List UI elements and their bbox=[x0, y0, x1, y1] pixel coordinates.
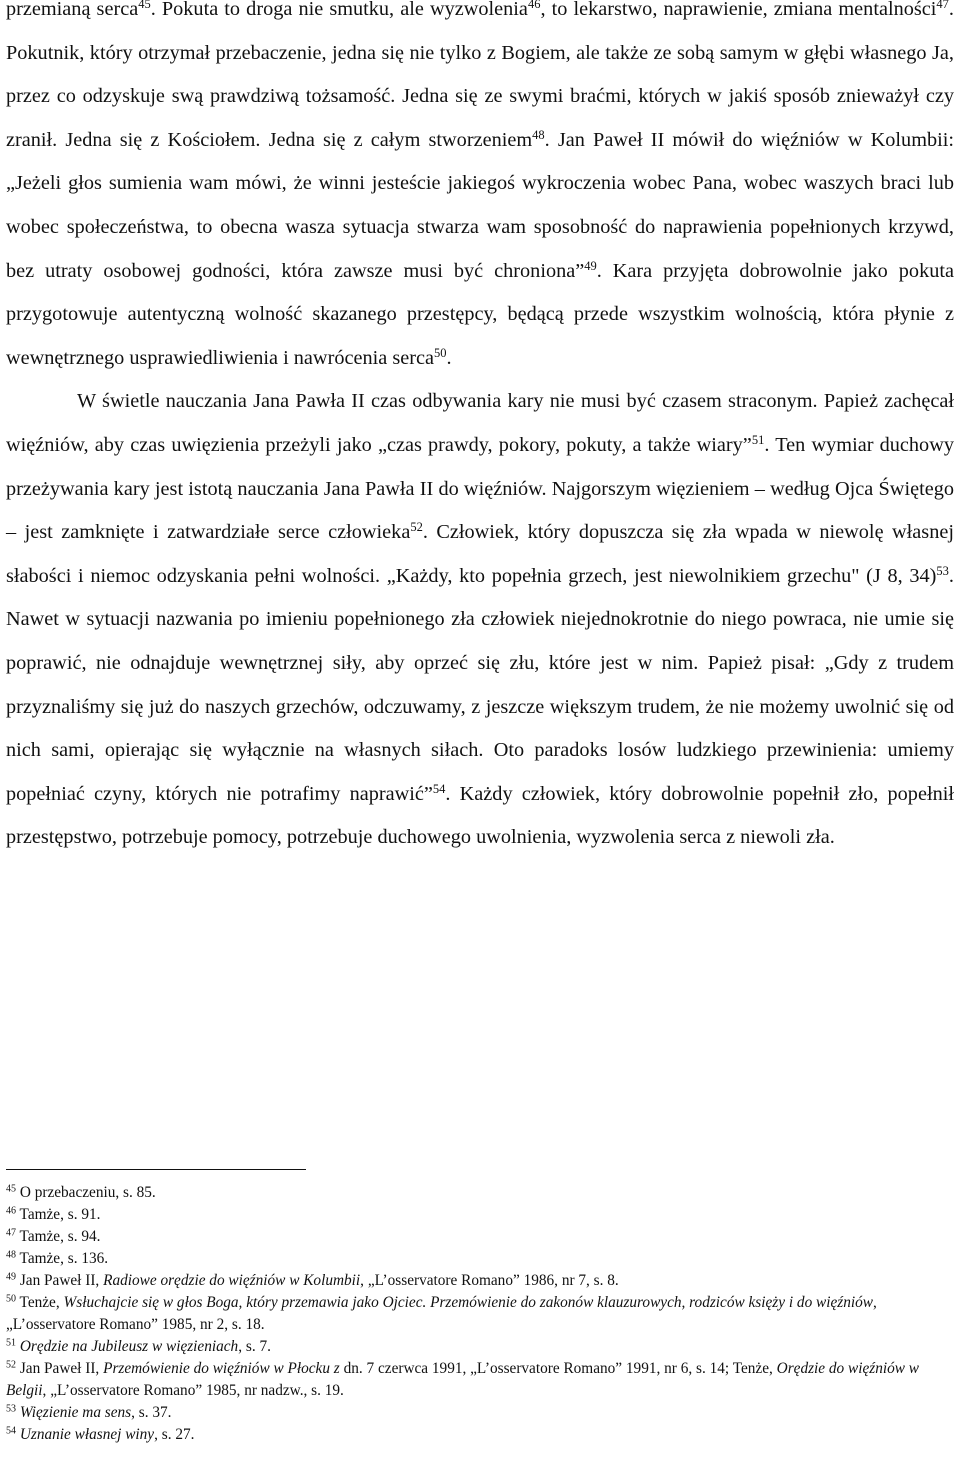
footnote-text: Jan Paweł II, bbox=[16, 1272, 104, 1289]
footnote-51 bbox=[6, 1336, 954, 1358]
footnote-title: Radiowe orędzie do więźniów w Kolumbii bbox=[103, 1272, 361, 1289]
main-text bbox=[6, 0, 954, 860]
footnote-ref-48[interactable]: 48 bbox=[532, 127, 545, 142]
footnote-text: Tenże, bbox=[16, 1294, 64, 1311]
text-span: . Każdy człowiek, który dobrowolnie popełnił zło, popełnił przestępstwo, potrzebuje pomocy, potrzebuje duchowego uwolnienia, wyzwolenia serca z niewoli zła. bbox=[6, 782, 954, 849]
footnote-number: 46 bbox=[6, 1205, 16, 1217]
footnote-number: 47 bbox=[6, 1227, 16, 1239]
text-span: przemianą serca bbox=[6, 0, 139, 20]
footnote-text: , „L’osservatore Romano” 1985, nr nadzw., s. 19. bbox=[42, 1382, 344, 1399]
footnote-title: Orędzie do więźniów w Belgii bbox=[6, 1360, 920, 1399]
text-span: . Kara przyjęta dobrowolnie jako pokuta przygotowuje autentyczną wolność skazanego przestępcy, będącą przede wszystkim wolnością, która płynie z wewnętrznego usprawiedliwienia i nawrócenia serca bbox=[6, 259, 954, 369]
footnote-title: Wsłuchajcie się w głos Boga, który przemawia jako Ojciec. Przemówienie do zakonów klauzurowych, rodziców księży i do więźniów bbox=[63, 1294, 873, 1311]
footnote-ref-52[interactable]: 52 bbox=[410, 519, 423, 534]
footnote-title: Więzienie ma sens bbox=[19, 1404, 132, 1421]
footnote-number: 48 bbox=[6, 1249, 16, 1261]
footnote-number: 51 bbox=[6, 1337, 16, 1349]
footnote-text: Tamże, s. 91. bbox=[16, 1206, 101, 1223]
paragraph-1 bbox=[6, 0, 954, 380]
footnote-ref-54[interactable]: 54 bbox=[432, 781, 446, 796]
footnote-52 bbox=[6, 1358, 954, 1402]
footnote-title: Przemówienie do więźniów w Płocku z bbox=[103, 1360, 340, 1377]
footnote-ref-47[interactable]: 47 bbox=[936, 0, 949, 11]
footnote-text: dn. 7 czerwca 1991, „L’osservatore Romano” 1991, nr 6, s. 14; Tenże, bbox=[339, 1360, 777, 1377]
footnote-ref-53[interactable]: 53 bbox=[936, 563, 949, 578]
text-span: . Ten wymiar duchowy przeżywania kary jest istotą nauczania Jana Pawła II do więźniów. Najgorszym więzieniem – według Ojca Świętego – jest zamknięte i zatwardziałe serce człowieka bbox=[6, 433, 954, 544]
footnote-50 bbox=[6, 1292, 954, 1336]
footnote-ref-46[interactable]: 46 bbox=[527, 0, 541, 11]
footnote-text: O przebaczeniu, s. 85. bbox=[16, 1184, 156, 1201]
footnote-number: 53 bbox=[6, 1403, 16, 1415]
text-span: . Jan Paweł II mówił do więźniów w Kolumbii: „Jeżeli głos sumienia wam mówi, że winni jesteście jakiegoś wykroczenia wobec Pana, wobec waszych braci lub wobec społeczeństwa, to obecna wasza sytuacja stwarza wam sposobność do naprawienia popełnionych krzywd, bez utraty osobowej godności, która zawsze musi być chroniona” bbox=[6, 128, 955, 282]
footnote-ref-51[interactable]: 51 bbox=[751, 432, 765, 447]
footnote-text: , s. 27. bbox=[154, 1426, 195, 1443]
footnote-number: 50 bbox=[6, 1293, 16, 1305]
paragraph-2 bbox=[6, 380, 954, 860]
text-span: . Człowiek, który dopuszcza się zła wpada w niewolę własnej słabości i niemoc odzyskania pełni wolności. „Każdy, kto popełnia grzech, jest niewolnikiem grzechu" (J 8, 34) bbox=[6, 521, 954, 587]
footnote-48 bbox=[6, 1248, 954, 1270]
footnote-text: Tamże, s. 94. bbox=[16, 1228, 101, 1245]
footnote-53 bbox=[6, 1402, 954, 1424]
footnote-text: , s. 37. bbox=[131, 1404, 172, 1421]
footnote-ref-49[interactable]: 49 bbox=[584, 258, 597, 273]
footnote-ref-50[interactable]: 50 bbox=[433, 345, 447, 360]
footnote-title: Orędzie na Jubileusz w więzieniach bbox=[19, 1338, 239, 1355]
footnote-46 bbox=[6, 1204, 954, 1226]
footnote-45 bbox=[6, 1182, 954, 1204]
text-span: W świetle nauczania Jana Pawła II czas odbywania kary nie musi być czasem straconym. Papież zachęcał więźniów, aby czas uwięzienia przeżyli jako „czas prawdy, pokory, pokuty, a także wiary” bbox=[6, 390, 954, 456]
footnote-text: , „L’osservatore Romano” 1985, nr 2, s. 18. bbox=[6, 1294, 877, 1333]
footnote-number: 54 bbox=[6, 1425, 16, 1437]
document-page bbox=[6, 0, 955, 1443]
footnote-number: 52 bbox=[6, 1359, 16, 1371]
footnote-49 bbox=[6, 1270, 954, 1292]
footnote-text: , s. 7. bbox=[238, 1338, 271, 1355]
text-span: , to lekarstwo, naprawienie, zmiana mentalności bbox=[540, 0, 937, 20]
text-span: . Nawet w sytuacji nazwania po imieniu popełnionego zła człowiek niejednokrotnie do niego powraca, nie umie się poprawić, nie odnajduje wewnętrznej siły, aby oprzeć się złu, które jest w nim. Papież pisał: „Gdy z trudem przyznaliśmy się już do naszych grzechów, odczuwamy, z jeszcze większym trudem, że nie możemy uwolnić się od nich sami, opierając się wyłącznie na własnych siłach. Oto paradoks losów ludzkiego przewinienia: umiemy popełniać czyny, których nie potrafimy naprawić” bbox=[6, 564, 954, 805]
footnote-ref-45[interactable]: 45 bbox=[138, 0, 151, 11]
footnote-title: Uznanie własnej winy bbox=[19, 1426, 155, 1443]
footnote-number: 49 bbox=[6, 1271, 16, 1283]
footnote-separator bbox=[6, 1169, 306, 1170]
footnote-text: , „L’osservatore Romano” 1986, nr 7, s. 8. bbox=[360, 1272, 619, 1289]
footnote-text: Tamże, s. 136. bbox=[16, 1250, 109, 1267]
text-span: . bbox=[446, 346, 452, 369]
footnote-54 bbox=[6, 1424, 954, 1446]
text-span: . Pokutnik, który otrzymał przebaczenie, jedna się nie tylko z Bogiem, ale także ze sobą samym w głębi własnego Ja, przez co odzyskuje swą prawdziwą tożsamość. Jedna się ze swymi braćmi, których w jakiś sposób znieważył czy zranił. Jedna się z Kościołem. Jedna się z całym stworzeniem bbox=[6, 0, 954, 151]
footnote-text: Jan Paweł II, bbox=[16, 1360, 104, 1377]
text-span: . Pokuta to droga nie smutku, ale wyzwolenia bbox=[150, 0, 528, 20]
footnote-47 bbox=[6, 1226, 954, 1248]
footnotes bbox=[6, 1182, 954, 1446]
footnote-number: 45 bbox=[6, 1183, 16, 1195]
